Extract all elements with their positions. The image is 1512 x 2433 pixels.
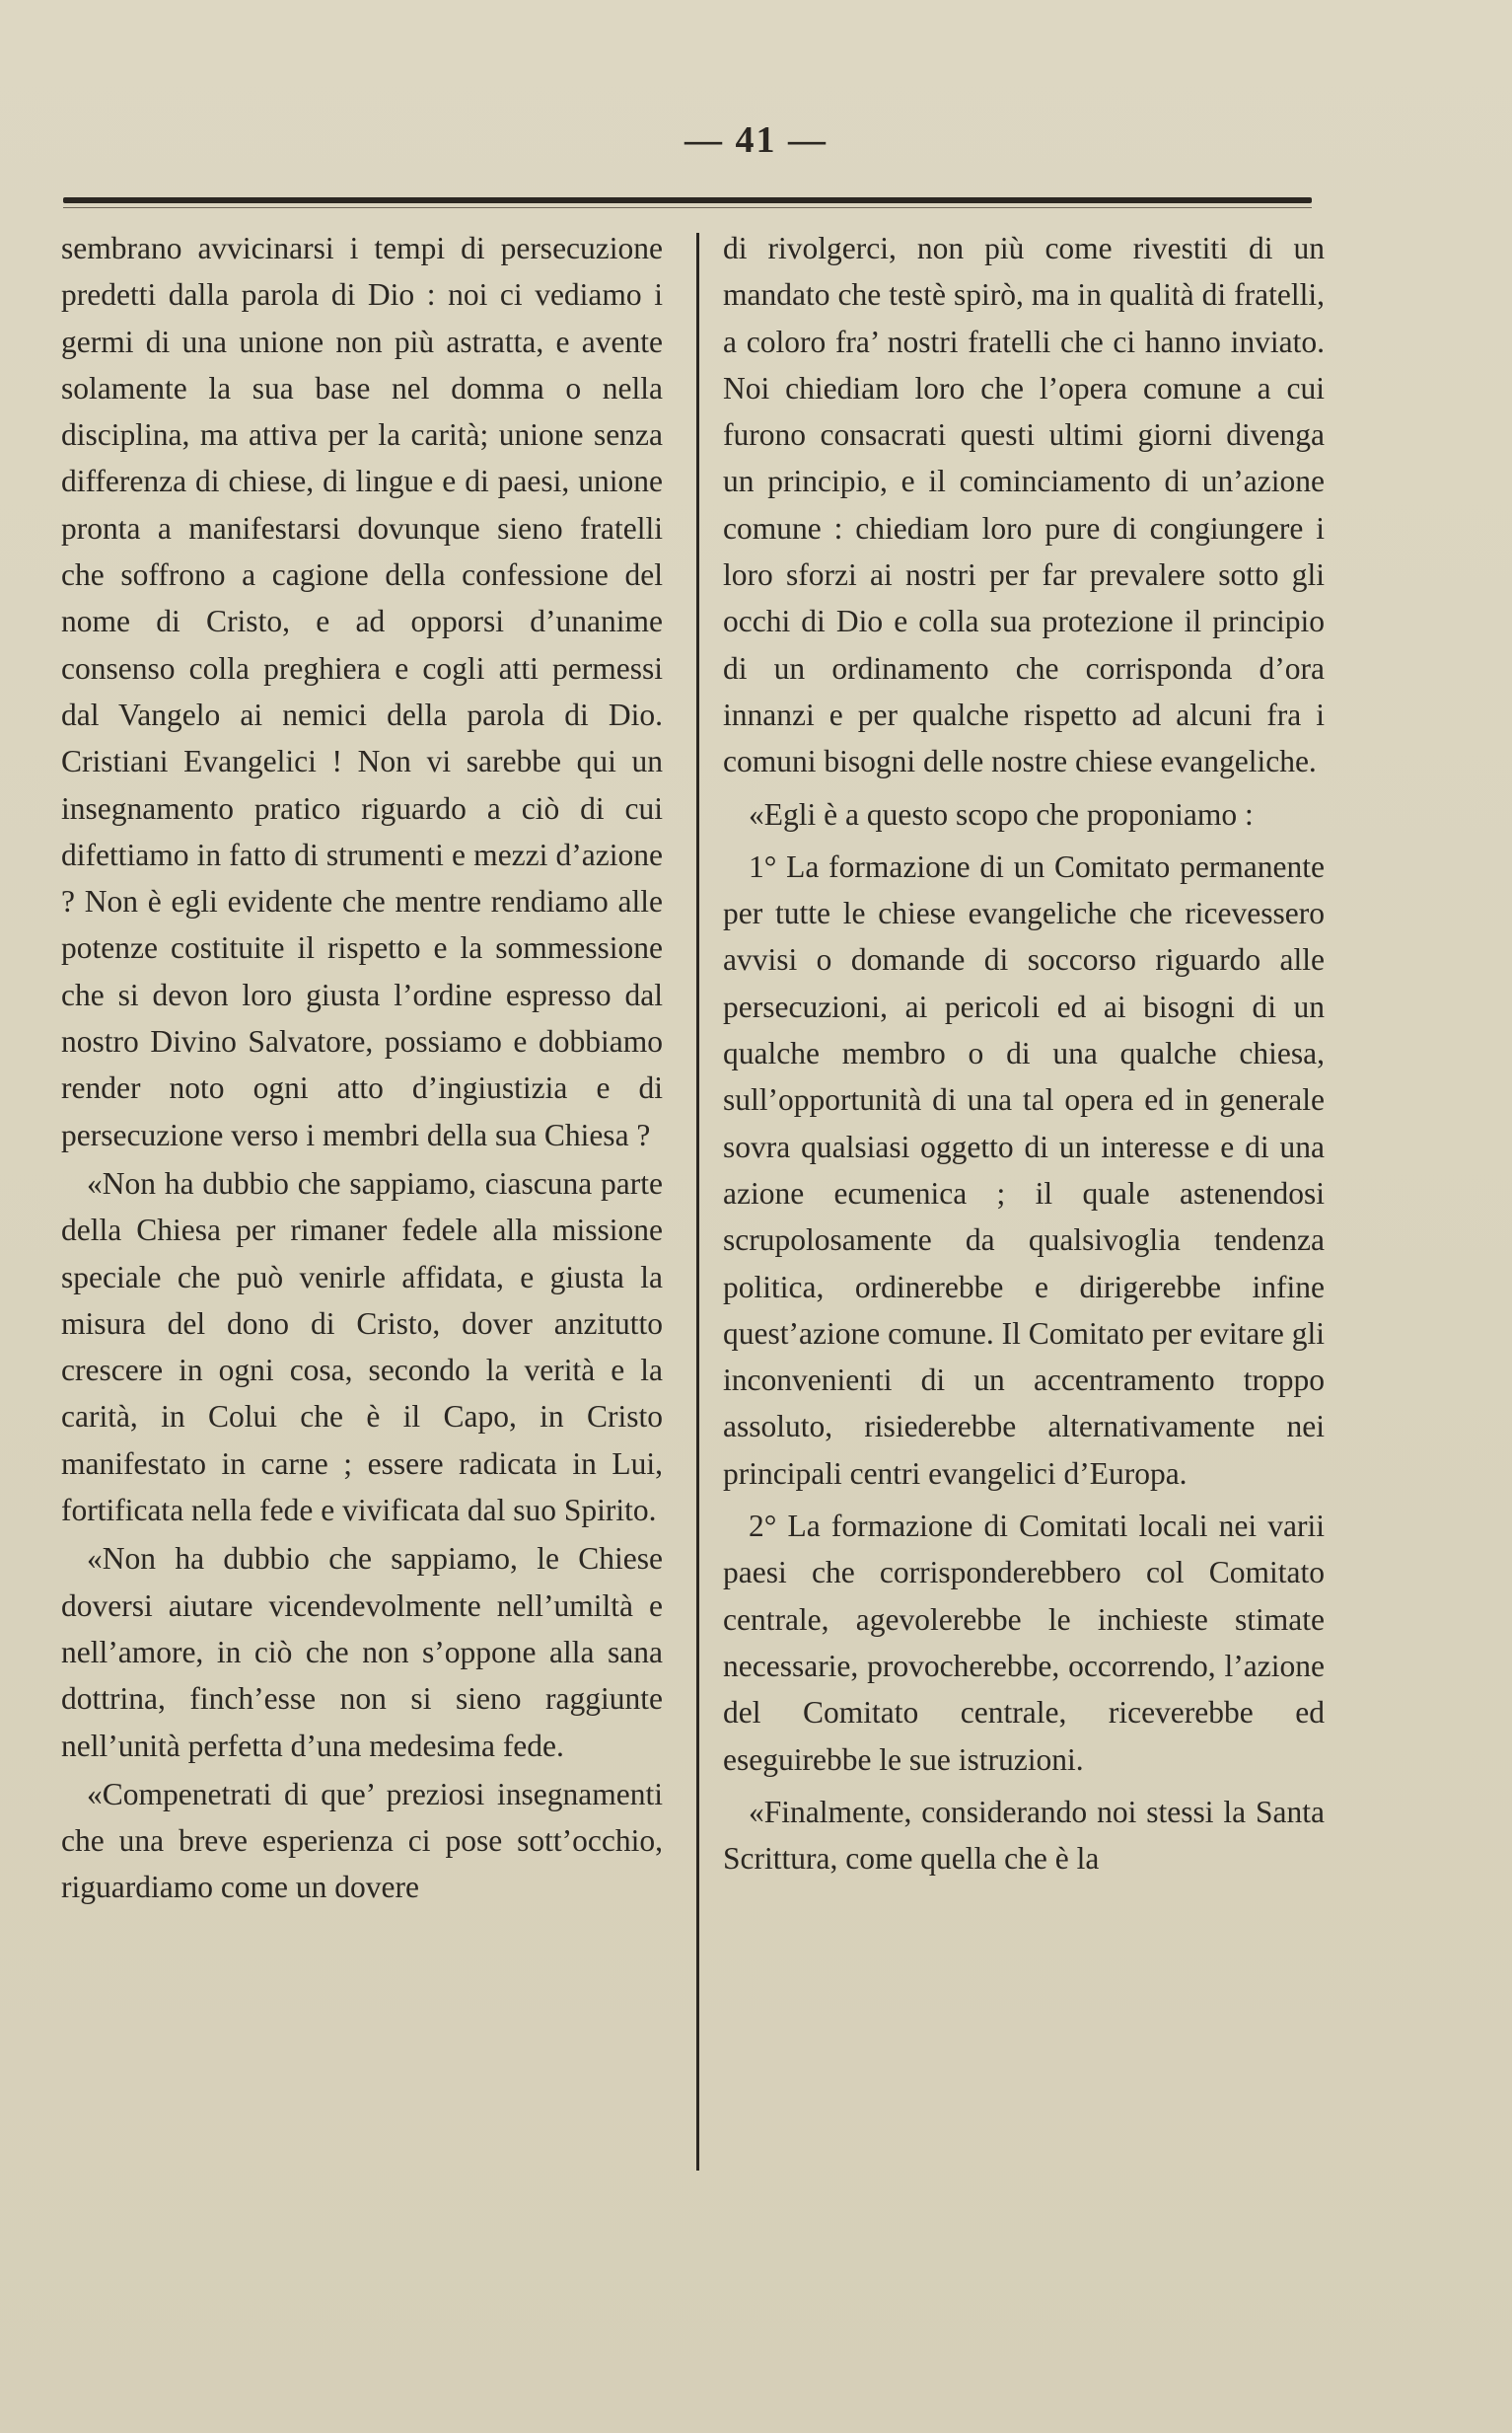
page-number: — 41 — — [684, 119, 828, 161]
left-paragraph-2: «Non ha dubbio che sappiamo, ciascuna parte della Chiesa per rimaner fedele alla missione speciale che può venirle affidata, e giusta la misura del dono di Cristo, dover anzitutto crescere in ogni cosa, secondo la verità e la carità, in Colui che è il Capo, in Cristo manifestato in carne ; essere radicata in Lui, fortificata nella fede e vivificata dal suo Spirito. — [61, 1165, 663, 1528]
left-column — [61, 225, 663, 1913]
right-paragraph-4: 2° La formazione di Comitati locali nei varii paesi che corrisponderebbero col Comitato centrale, agevolerebbe le inchieste stimate necessarie, provocherebbe, occorrendo, l’azione del Comitato centrale, riceverebbe ed eseguirebbe le sue istruzioni. — [723, 1509, 1325, 1777]
column-divider — [696, 233, 699, 2171]
right-paragraph-2: «Egli è a questo scopo che proponiamo : — [749, 796, 1254, 832]
left-paragraph-4: «Compenetrati di que’ preziosi insegnamenti che una breve esperienza ci pose sott’occhio, riguardiamo come un dovere — [61, 1776, 663, 1905]
left-paragraph-1: sembrano avvicinarsi i tempi di persecuzione predetti dalla parola di Dio : noi ci vediamo i germi di una unione non più astratta, e avente solamente la sua base nel domma o nella disciplina, ma attiva per la carità; unione senza differenza di chiese, di lingue e di paesi, unione pronta a manifestarsi dovunque sieno fratelli che soffrono a cagione della confessione del nome di Cristo, e ad opporsi d’unanime consenso colla preghiera e cogli atti permessi dal Vangelo ai nemici della parola di Dio. Cristiani Evangelici ! Non vi sarebbe qui un insegnamento pratico riguardo a ciò di cui difettiamo in fatto di strumenti e mezzi d’azione ? Non è egli evidente che mentre rendiamo alle potenze costituite il rispetto e la sommessione che si devon loro giusta l’ordine espresso dal nostro Divino Salvatore, possiamo e dobbiamo render noto ogni atto d’ingiustizia e di persecuzione verso i membri della sua Chiesa ? — [61, 231, 663, 1152]
right-column — [723, 225, 1325, 1883]
header-rule — [63, 197, 1312, 203]
right-paragraph-5: «Finalmente, considerando noi stessi la Santa Scrittura, come quella che è la — [723, 1794, 1325, 1877]
right-paragraph-1: di rivolgerci, non più come rivestiti di un mandato che testè spirò, ma in qualità di fratelli, a coloro fra’ nostri fratelli che ci hanno inviato. Noi chiediam loro che l’opera comune a cui furono consacrati questi ultimi giorni divenga un principio, e il cominciamento di un’azione comune : chiediam loro pure di congiungere i loro sforzi ai nostri per far prevalere sotto gli occhi di Dio e colla sua protezione il principio di un ordinamento che corrisponda d’ora innanzi e per qualche rispetto ad alcuni fra i comuni bisogni delle nostre chiese evangeliche. — [723, 231, 1325, 779]
right-paragraph-3: 1° La formazione di un Comitato permanente per tutte le chiese evangeliche che ricevessero avvisi o domande di soccorso riguardo alle persecuzioni, ai pericoli ed ai bisogni di un qualche membro o di una qualche chiesa, sull’opportunità di una tal opera ed in generale sovra qualsiasi oggetto di un interesse e di una azione ecumenica ; il quale astenendosi scrupolosamente da qualsivoglia tendenza politica, ordinerebbe e dirigerebbe infine quest’azione comune. Il Comitato per evitare gli inconvenienti di un accentramento troppo assoluto, risiederebbe alternativamente nei principali centri evangelici d’Europa. — [723, 848, 1325, 1491]
left-paragraph-3: «Non ha dubbio che sappiamo, le Chiese doversi aiutare vicendevolmente nell’umiltà e nell’amore, in ciò che non s’oppone alla sana dottrina, finch’esse non si sieno raggiunte nell’unità perfetta d’una medesima fede. — [61, 1541, 663, 1763]
